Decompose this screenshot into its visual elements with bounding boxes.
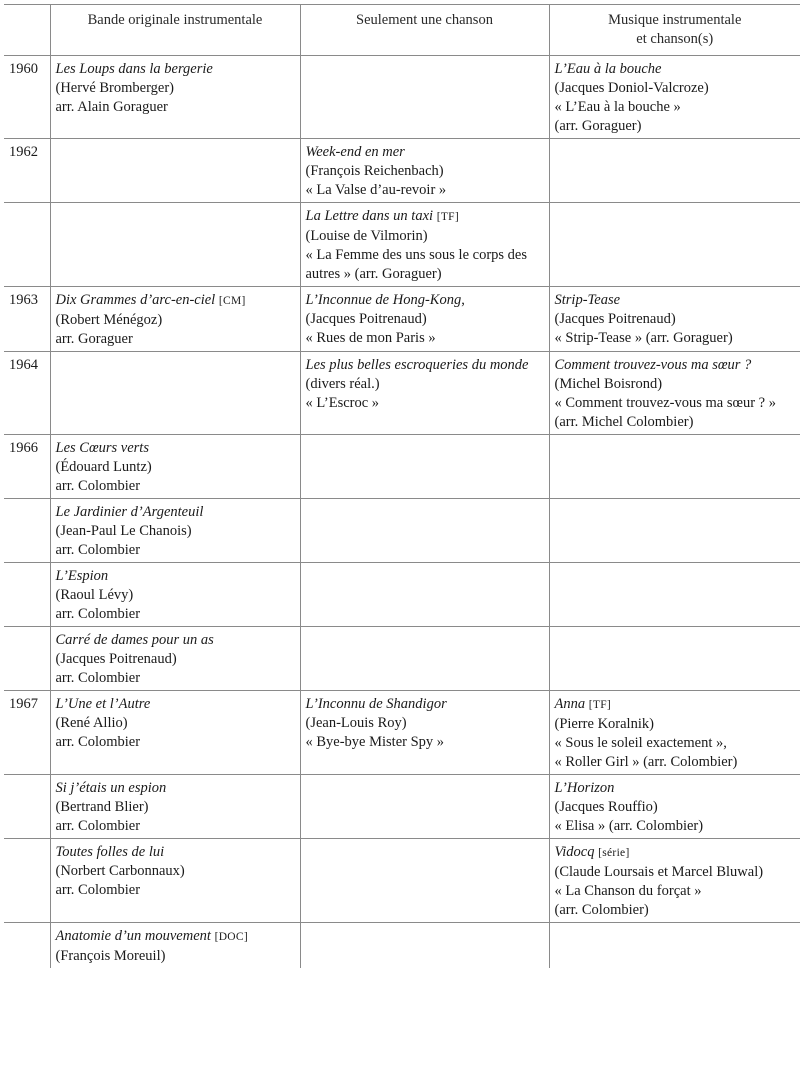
instrumental-cell <box>50 352 300 435</box>
film-title-line <box>56 503 295 522</box>
film-format-tag: , <box>461 292 465 308</box>
credit-line: « L’Eau à la bouche » <box>554 99 681 115</box>
director-line: (Pierre Koralnik) <box>554 716 654 732</box>
instrumental-and-songs-cell <box>549 352 800 435</box>
table-row <box>4 435 800 499</box>
film-title-line <box>555 695 796 715</box>
table-row <box>4 56 800 139</box>
year-cell: 1967 <box>4 691 50 775</box>
credit-line: « Sous le soleil exactement », <box>554 735 727 751</box>
instrumental-cell <box>50 627 300 691</box>
film-title: Week-end en mer <box>305 144 405 160</box>
film-title: Vidocq <box>554 844 595 860</box>
instrumental-cell <box>50 691 300 775</box>
film-title: Si j’étais un espion <box>55 780 167 796</box>
film-title: Les Cœurs verts <box>55 440 149 456</box>
film-title-line <box>56 843 295 862</box>
film-title-line <box>555 60 796 79</box>
year-cell <box>4 923 50 969</box>
song-only-cell <box>300 627 549 691</box>
film-format-tag: [DOC] <box>214 931 249 943</box>
credit-line: « Roller Girl » (arr. Colombier) <box>554 754 738 770</box>
header-year <box>4 5 50 56</box>
song-only-cell <box>300 203 549 287</box>
film-format-tag: [TF] <box>436 211 459 223</box>
year-cell <box>4 839 50 923</box>
song-only-cell <box>300 499 549 563</box>
table-row <box>4 139 800 203</box>
film-title-line <box>306 695 544 714</box>
instrumental-and-songs-cell <box>549 499 800 563</box>
credit-line: arr. Colombier <box>55 882 141 898</box>
song-only-cell <box>300 691 549 775</box>
credit-line: arr. Goraguer <box>55 331 133 347</box>
table-row <box>4 352 800 435</box>
credit-line: arr. Alain Goraguer <box>55 99 168 115</box>
film-title: Strip-Tease <box>554 292 621 308</box>
director-line: (Raoul Lévy) <box>55 587 134 603</box>
year-cell <box>4 563 50 627</box>
film-title: L’Inconnu de Shandigor <box>305 696 447 712</box>
credit-line: « Strip-Tease » (arr. Goraguer) <box>554 330 733 346</box>
table-row <box>4 563 800 627</box>
instrumental-and-songs-cell <box>549 691 800 775</box>
instrumental-cell <box>50 139 300 203</box>
film-title-line <box>306 207 544 227</box>
year-cell: 1966 <box>4 435 50 499</box>
credit-line: « La Femme des uns sous le corps des autres » (arr. Goraguer) <box>305 247 527 282</box>
credit-line: arr. Colombier <box>55 734 141 750</box>
credit-line: « L’Escroc » <box>305 395 380 411</box>
credit-line: arr. Colombier <box>55 478 141 494</box>
year-cell <box>4 775 50 839</box>
film-title-line <box>56 695 295 714</box>
header-row <box>4 5 800 56</box>
year-cell <box>4 627 50 691</box>
director-line: (divers réal.) <box>305 376 380 392</box>
table-row <box>4 839 800 923</box>
film-title: Toutes folles de lui <box>55 844 165 860</box>
table-row <box>4 203 800 287</box>
film-title: Anatomie d’un mouvement <box>55 928 211 944</box>
film-format-tag: [TF] <box>588 699 612 711</box>
film-title-line <box>555 843 796 863</box>
instrumental-cell <box>50 56 300 139</box>
table-row <box>4 287 800 352</box>
instrumental-and-songs-cell <box>549 839 800 923</box>
film-title: Anna <box>554 696 586 712</box>
credit-line: « La Valse d’au-revoir » <box>305 182 447 198</box>
year-cell <box>4 203 50 287</box>
director-line: (Jacques Poitrenaud) <box>55 651 177 667</box>
header-both-line-1: Musique instrumentale <box>608 12 742 28</box>
credit-line: arr. Colombier <box>55 818 141 834</box>
film-title: L’Inconnue de Hong-Kong <box>305 292 462 308</box>
director-line: (Édouard Luntz) <box>55 459 152 475</box>
year-cell: 1963 <box>4 287 50 352</box>
film-title-line <box>56 779 295 798</box>
song-only-cell <box>300 775 549 839</box>
instrumental-and-songs-cell <box>549 435 800 499</box>
instrumental-cell <box>50 563 300 627</box>
table-row <box>4 923 800 969</box>
instrumental-and-songs-cell <box>549 775 800 839</box>
credit-line: arr. Colombier <box>55 606 141 622</box>
director-line: (Jean-Paul Le Chanois) <box>55 523 192 539</box>
film-title-line <box>555 291 796 310</box>
director-line: (Louise de Vilmorin) <box>305 228 428 244</box>
song-only-cell <box>300 139 549 203</box>
song-only-cell <box>300 56 549 139</box>
credit-line: « Elisa » (arr. Colombier) <box>554 818 704 834</box>
film-title-line <box>306 143 544 162</box>
director-line: (François Reichenbach) <box>305 163 444 179</box>
table-row <box>4 691 800 775</box>
director-line: (Jacques Rouffio) <box>554 799 658 815</box>
director-line: (Jacques Poitrenaud) <box>305 311 427 327</box>
film-title-line <box>56 567 295 586</box>
year-cell <box>4 499 50 563</box>
table-row <box>4 499 800 563</box>
instrumental-cell <box>50 499 300 563</box>
table-row <box>4 627 800 691</box>
director-line: (Jean-Louis Roy) <box>305 715 407 731</box>
credit-line: arr. Colombier <box>55 670 141 686</box>
film-title-line <box>56 927 295 947</box>
instrumental-cell <box>50 839 300 923</box>
instrumental-and-songs-cell <box>549 563 800 627</box>
year-cell: 1960 <box>4 56 50 139</box>
instrumental-and-songs-cell <box>549 627 800 691</box>
film-title-line <box>306 356 544 375</box>
director-line: (Bertrand Blier) <box>55 799 149 815</box>
director-line: (Michel Boisrond) <box>554 376 663 392</box>
header-both-line-2: et chanson(s) <box>636 31 714 47</box>
film-title: Les plus belles escroqueries du monde <box>305 357 529 373</box>
director-line: (Jacques Doniol-Valcroze) <box>554 80 709 96</box>
film-title: L’Horizon <box>554 780 615 796</box>
song-only-cell <box>300 839 549 923</box>
film-title-line <box>56 60 295 79</box>
instrumental-and-songs-cell <box>549 923 800 969</box>
director-line: (René Allio) <box>55 715 128 731</box>
table-row <box>4 775 800 839</box>
film-format-tag: [série] <box>598 847 630 859</box>
song-only-cell <box>300 287 549 352</box>
film-title-line <box>56 439 295 458</box>
film-title: Dix Grammes d’arc-en-ciel <box>55 292 216 308</box>
instrumental-cell <box>50 923 300 969</box>
credit-line: « Comment trouvez-vous ma sœur ? » (arr. Michel Colombier) <box>554 395 776 430</box>
instrumental-and-songs-cell <box>549 287 800 352</box>
film-title-line <box>56 631 295 650</box>
director-line: (Hervé Bromberger) <box>55 80 174 96</box>
film-title: L’Espion <box>55 568 109 584</box>
director-line: (Norbert Carbonnaux) <box>55 863 185 879</box>
year-cell: 1964 <box>4 352 50 435</box>
instrumental-cell <box>50 287 300 352</box>
song-only-cell <box>300 352 549 435</box>
instrumental-and-songs-cell <box>549 139 800 203</box>
filmography-table <box>4 4 800 968</box>
instrumental-cell <box>50 775 300 839</box>
header-instrumental: Bande originale instrumentale <box>50 5 300 56</box>
table-body <box>4 56 800 969</box>
credit-line: (arr. Goraguer) <box>554 118 642 134</box>
credit-line: arr. Colombier <box>55 542 141 558</box>
song-only-cell <box>300 923 549 969</box>
film-title-line <box>56 291 295 311</box>
instrumental-and-songs-cell <box>549 56 800 139</box>
instrumental-and-songs-cell <box>549 203 800 287</box>
film-title-line <box>555 356 796 375</box>
film-title-line <box>306 291 544 310</box>
header-instrumental-and-songs <box>549 5 800 56</box>
film-title: L’Eau à la bouche <box>554 61 662 77</box>
film-title: Le Jardinier d’Argenteuil <box>55 504 204 520</box>
film-title: La Lettre dans un taxi <box>305 208 434 224</box>
director-line: (Robert Ménégoz) <box>55 312 163 328</box>
film-format-tag: [CM] <box>218 295 246 307</box>
film-title-line <box>555 779 796 798</box>
credit-line: « La Chanson du forçat » <box>554 883 702 899</box>
instrumental-cell <box>50 435 300 499</box>
credit-line: « Bye-bye Mister Spy » <box>305 734 445 750</box>
director-line: (Claude Loursais et Marcel Bluwal) <box>554 864 764 880</box>
song-only-cell <box>300 435 549 499</box>
director-line: (Jacques Poitrenaud) <box>554 311 676 327</box>
film-title: L’Une et l’Autre <box>55 696 151 712</box>
credit-line: (arr. Colombier) <box>554 902 649 918</box>
film-title: Les Loups dans la bergerie <box>55 61 213 77</box>
film-title: Carré de dames pour un as <box>55 632 214 648</box>
year-cell: 1962 <box>4 139 50 203</box>
director-line: (François Moreuil) <box>55 948 166 964</box>
song-only-cell <box>300 563 549 627</box>
credit-line: « Rues de mon Paris » <box>305 330 436 346</box>
film-title: Comment trouvez-vous ma sœur ? <box>554 357 752 373</box>
header-song-only: Seulement une chanson <box>300 5 549 56</box>
instrumental-cell <box>50 203 300 287</box>
